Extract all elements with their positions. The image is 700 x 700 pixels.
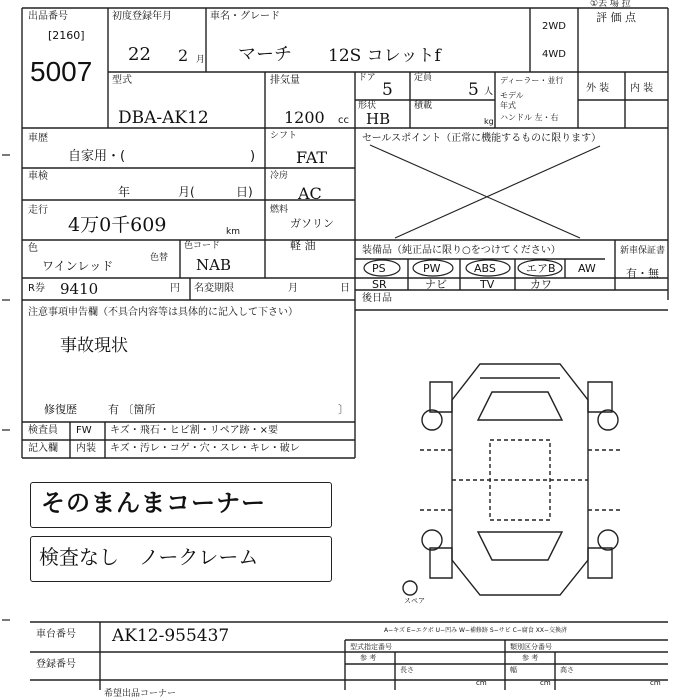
notes-handwritten: 事故現状 — [60, 336, 128, 356]
lot-sub: [2160] — [48, 29, 85, 42]
reg-label: 登録番号 — [36, 659, 76, 670]
capacity-unit: 人 — [484, 87, 494, 97]
inspector-label-1: 検査員 — [28, 425, 58, 436]
chassis-label: 車台番号 — [36, 629, 76, 640]
month-unit: 月 — [196, 55, 206, 65]
chassis-value: AK12-955437 — [112, 626, 230, 646]
mileage-label: 走行 — [28, 205, 48, 216]
model-label: 型式 — [112, 75, 132, 86]
equipment-label: 装備品（純正品に限り○をつけてください） — [362, 245, 561, 256]
height-cm: cm — [650, 679, 661, 687]
year-label: 年式 — [500, 101, 516, 110]
car-name: マーチ — [238, 44, 292, 65]
history-label: 車歴 — [28, 133, 48, 144]
warranty-label: 新車保証書 — [620, 246, 666, 256]
first-reg-month: 2 — [178, 46, 189, 65]
capacity-label: 定員 — [414, 73, 433, 83]
bottom-text: 希望出品コーナー — [104, 689, 177, 699]
lot-number: 5007 — [30, 56, 93, 87]
inspection-month: 月( — [178, 185, 195, 199]
width-label: 幅 — [510, 666, 517, 674]
wd4: 4WD — [542, 49, 566, 60]
ac-label: 冷房 — [270, 171, 289, 181]
doors-label: ドア — [358, 73, 376, 83]
equip-aw: AW — [578, 262, 596, 275]
height-label: 高さ — [560, 666, 574, 674]
legend: A−キズ E−エクボ U−凹み W−補修跡 S−サビ C−腐食 XX−交換済 — [384, 627, 567, 634]
repair-close: 〕 — [338, 403, 349, 416]
inspector-in-items: キズ・汚レ・コゲ・穴・スレ・キレ・破レ — [110, 443, 300, 454]
recycle-label: R券 — [28, 283, 45, 294]
class-label: 類別区分番号 — [510, 643, 552, 651]
shape-value: HB — [366, 110, 391, 128]
notes-label: 注意事項申告欄（不具合内容等は具体的に記入して下さい） — [28, 307, 298, 318]
length-label: 長さ — [400, 666, 414, 674]
color-label: 色 — [28, 243, 38, 254]
history-close: ) — [250, 149, 256, 164]
fuel-alt: 軽 油 — [290, 239, 316, 252]
handle-label: ハンドル 左・右 — [500, 113, 559, 122]
inspection-label: 車検 — [28, 171, 48, 182]
name-change-day: 日 — [340, 283, 350, 294]
type-spec-label: 型式指定番号 — [350, 643, 392, 651]
load-unit: kg — [484, 117, 494, 126]
grade: 12S コレットf — [328, 46, 441, 66]
shift-label: シフト — [270, 131, 298, 141]
class-ref: 参 考 — [522, 654, 539, 662]
score-label: 評 価 点 — [596, 11, 636, 24]
mileage-value: 4万0千609 — [68, 214, 167, 236]
car-name-label: 車名・グレード — [210, 11, 280, 22]
corner-stamp — [30, 482, 332, 528]
shape-label: 形状 — [358, 101, 377, 111]
displacement-value: 1200 — [284, 108, 325, 127]
lot-label: 出品番号 — [28, 11, 68, 22]
color-value: ワインレッド — [42, 259, 114, 273]
warranty-value: 有・無 — [626, 267, 659, 280]
repair-value: 有 〔箇所 — [108, 403, 156, 416]
color-change-label: 色替 — [150, 253, 169, 263]
corner-stamp-text: そのまんまコーナー — [41, 489, 266, 517]
type-spec-ref: 参 考 — [360, 654, 377, 662]
equip-navi: ナビ — [425, 278, 447, 291]
equip-airbag: エアB — [526, 262, 556, 275]
inspector-fw: FW — [76, 425, 92, 436]
ac-value: AC — [298, 184, 322, 203]
repair-label: 修復歴 — [44, 403, 77, 416]
fuel-label: 燃料 — [270, 205, 289, 215]
first-reg-year: 22 — [128, 44, 151, 65]
dealer-label: ディーラー・並行 — [500, 76, 564, 85]
doors-value: 5 — [382, 80, 393, 100]
wd2: 2WD — [542, 21, 566, 32]
rear-seat-label: 後日品 — [362, 293, 392, 304]
name-change-month: 月 — [288, 283, 298, 294]
equip-ps: PS — [372, 262, 386, 275]
model-year-label: モデル — [500, 91, 524, 100]
shift-value: FAT — [296, 148, 328, 167]
spare-label: スペア — [404, 597, 425, 605]
interior-label: 内 装 — [630, 83, 654, 94]
equip-sr: SR — [372, 278, 387, 291]
sales-point-label: セールスポイント（正常に機能するものに限ります） — [362, 133, 602, 144]
name-change-label: 名変期限 — [194, 283, 234, 294]
load-label: 積載 — [414, 101, 433, 111]
inspector-label-2: 記入欄 — [28, 443, 58, 454]
equip-pw: PW — [423, 262, 441, 275]
model-value: DBA-AK12 — [118, 108, 209, 128]
history-value: 自家用・( — [68, 149, 126, 164]
length-cm: cm — [476, 679, 487, 687]
inspector-fw-items: キズ・飛石・ヒビ割・リペア跡・×要 — [110, 425, 278, 436]
capacity-value: 5 — [468, 80, 479, 100]
width-cm: cm — [540, 679, 551, 687]
mileage-unit: km — [226, 227, 240, 237]
recycle-unit: 円 — [170, 283, 180, 294]
equip-tv: TV — [480, 278, 495, 291]
exterior-label: 外 装 — [586, 83, 610, 94]
color-code-label: 色コード — [184, 241, 221, 251]
score-value: ①去 場 拉 — [590, 0, 631, 9]
recycle-value: 9410 — [60, 280, 99, 298]
equip-abs: ABS — [474, 262, 496, 275]
car-diagram — [403, 364, 620, 595]
color-code-value: NAB — [196, 256, 231, 274]
no-claim-stamp — [30, 536, 332, 582]
no-claim-stamp-text: 検査なし ノークレーム — [39, 545, 259, 569]
inspection-day: 日) — [236, 185, 253, 199]
displacement-label: 排気量 — [270, 75, 300, 86]
first-reg-label: 初度登録年月 — [112, 11, 172, 22]
fuel-value: ガソリン — [290, 217, 334, 230]
inspector-in: 内装 — [76, 443, 96, 454]
inspection-year: 年 — [118, 185, 131, 199]
equip-leather: カワ — [530, 278, 552, 291]
displacement-unit: cc — [338, 115, 349, 126]
